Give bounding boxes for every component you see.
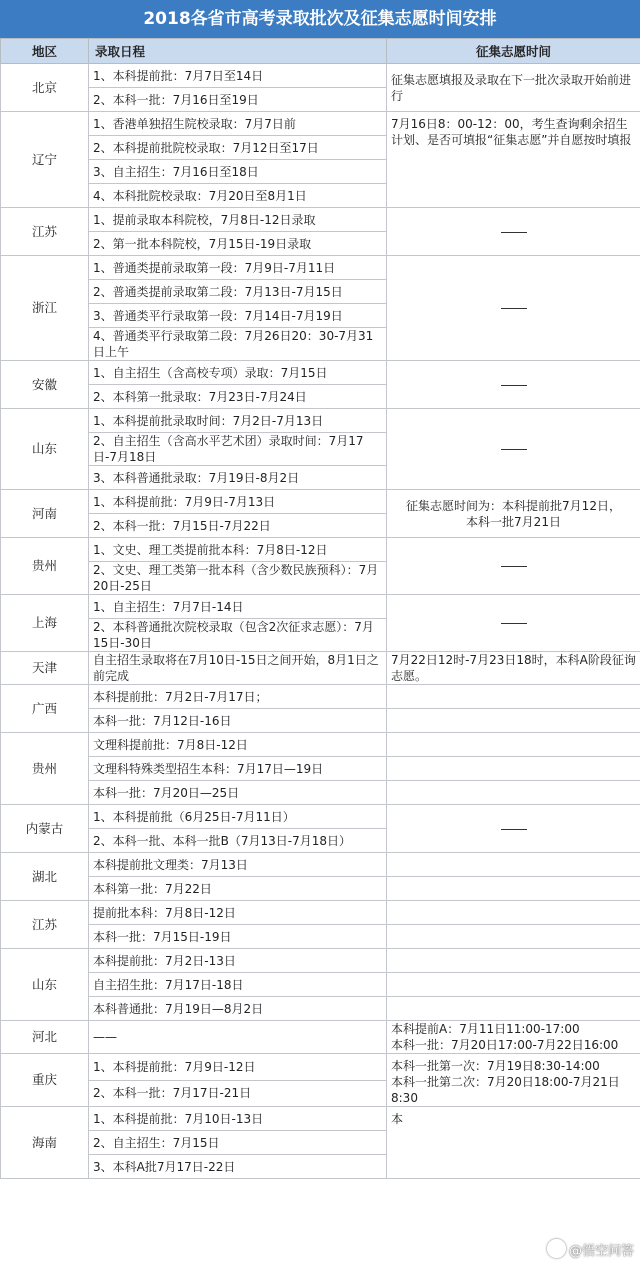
collection-cell: 本 [387, 1107, 640, 1179]
schedule-item: 提前批本科：7月8日-12日 [89, 901, 387, 925]
schedule-item: 2、自主招生（含高水平艺术团）录取时间：7月17日-7月18日 [89, 433, 387, 466]
schedule-item: 本科提前批文理类：7月13日 [89, 853, 387, 877]
table-row [1, 595, 640, 619]
collection-cell [387, 409, 640, 490]
table-row [1, 877, 640, 901]
schedule-item: 2、自主招生：7月15日 [89, 1131, 387, 1155]
schedule-item: 1、香港单独招生院校录取：7月7日前 [89, 112, 387, 136]
collection-cell [387, 685, 640, 709]
schedule-item: 1、本科提前批：7月9日-7月13日 [89, 490, 387, 514]
collection-line: 本科一批第二次：7月20日18:00-7月21日 [391, 1075, 620, 1089]
region-cell: 海南 [1, 1107, 89, 1179]
schedule-item: 1、本科提前批录取时间：7月2日-7月13日 [89, 409, 387, 433]
region-cell: 内蒙古 [1, 805, 89, 853]
schedule-item: 本科一批：7月15日-19日 [89, 925, 387, 949]
collection-line: 8:30 [391, 1091, 418, 1105]
schedule-item: 2、本科一批、本科一批B（7月13日-7月18日） [89, 829, 387, 853]
schedule-item: 本科第一批：7月22日 [89, 877, 387, 901]
schedule-item: 文理科提前批：7月8日-12日 [89, 733, 387, 757]
table-row [1, 757, 640, 781]
empty-dash [501, 385, 527, 386]
region-cell: 贵州 [1, 733, 89, 805]
collection-cell [387, 1054, 640, 1107]
collection-cell: 7月22日12时-7月23日18时，本科A阶段征询志愿。 [387, 652, 640, 685]
collection-cell [387, 595, 640, 652]
collection-line: 本科一批7月21日 [466, 514, 561, 529]
table-row [1, 685, 640, 709]
watermark-text: @悟空问答 [568, 1244, 634, 1259]
schedule-item: 2、第一批本科院校，7月15日-19日录取 [89, 232, 387, 256]
empty-dash [501, 623, 527, 624]
header-schedule: 录取日程 [89, 39, 387, 64]
collection-cell: 7月16日8：00-12：00，考生查询剩余招生计划、是否可填报“征集志愿”并自愿按时填报 [387, 112, 640, 208]
schedule-item: 1、本科提前批：7月7日至14日 [89, 64, 387, 88]
schedule-item: 1、本科提前批：7月9日-12日 [89, 1054, 387, 1081]
schedule-item: 2、本科一批：7月17日-21日 [89, 1080, 387, 1107]
collection-cell: 征集志愿填报及录取在下一批次录取开始前进行 [387, 64, 640, 112]
region-cell: 河南 [1, 490, 89, 538]
schedule-item: 2、普通类提前录取第二段：7月13日-7月15日 [89, 280, 387, 304]
region-cell: 江苏 [1, 208, 89, 256]
table-row [1, 973, 640, 997]
empty-dash [501, 449, 527, 450]
admission-schedule-table [0, 38, 640, 1179]
collection-cell [387, 256, 640, 361]
collection-cell [387, 925, 640, 949]
table-row [1, 997, 640, 1021]
table-row [1, 781, 640, 805]
region-cell: 山东 [1, 409, 89, 490]
schedule-item: 1、普通类提前录取第一段：7月9日-7月11日 [89, 256, 387, 280]
region-cell: 浙江 [1, 256, 89, 361]
schedule-item: 文理科特殊类型招生本科：7月17日—19日 [89, 757, 387, 781]
collection-cell [387, 1021, 640, 1054]
schedule-item: 3、本科普通批录取：7月19日-8月2日 [89, 466, 387, 490]
empty-dash [501, 566, 527, 567]
table-row [1, 256, 640, 280]
region-cell: 天津 [1, 652, 89, 685]
collection-cell [387, 361, 640, 409]
collection-line: 本科一批第一次：7月19日8:30-14:00 [391, 1059, 600, 1073]
schedule-item: 本科提前批：7月2日-7月17日； [89, 685, 387, 709]
collection-cell [387, 901, 640, 925]
schedule-item: 2、本科一批：7月16日至19日 [89, 88, 387, 112]
schedule-item: 2、本科普通批次院校录取（包含2次征求志愿）：7月15日-30日 [89, 619, 387, 652]
table-row [1, 853, 640, 877]
schedule-item: 本科一批：7月20日—25日 [89, 781, 387, 805]
table-row [1, 709, 640, 733]
table-row [1, 652, 640, 685]
collection-cell [387, 997, 640, 1021]
table-row [1, 1021, 640, 1054]
schedule-item: 3、本科A批7月17日-22日 [89, 1155, 387, 1179]
collection-cell [387, 853, 640, 877]
empty-dash [501, 308, 527, 309]
table-row [1, 925, 640, 949]
collection-cell [387, 973, 640, 997]
schedule-item: 3、普通类平行录取第一段：7月14日-7月19日 [89, 304, 387, 328]
header-collection: 征集志愿时间 [387, 39, 640, 64]
collection-cell [387, 709, 640, 733]
region-cell: 广西 [1, 685, 89, 733]
table-row [1, 1054, 640, 1081]
header-row [1, 39, 640, 64]
collection-cell [387, 757, 640, 781]
empty-dash [501, 829, 527, 830]
region-cell: 辽宁 [1, 112, 89, 208]
collection-cell [387, 805, 640, 853]
table-row [1, 112, 640, 136]
collection-cell [387, 208, 640, 256]
region-cell: 河北 [1, 1021, 89, 1054]
schedule-item: 2、本科第一批录取：7月23日-7月24日 [89, 385, 387, 409]
region-cell: 重庆 [1, 1054, 89, 1107]
schedule-item: 2、文史、理工类第一批本科（含少数民族预科）：7月20日-25日 [89, 562, 387, 595]
table-row [1, 805, 640, 829]
collection-cell [387, 490, 640, 538]
schedule-item: 本科一批：7月12日-16日 [89, 709, 387, 733]
schedule-item: 3、自主招生：7月16日至18日 [89, 160, 387, 184]
header-region: 地区 [1, 39, 89, 64]
collection-line: 本科一批：7月20日17:00-7月22日16:00 [391, 1038, 619, 1052]
schedule-item: 自主招生批：7月17日-18日 [89, 973, 387, 997]
watermark [547, 1239, 634, 1259]
schedule-item: 本科提前批：7月2日-13日 [89, 949, 387, 973]
empty-dash [501, 232, 527, 233]
table-row [1, 949, 640, 973]
schedule-item: 1、自主招生（含高校专项）录取：7月15日 [89, 361, 387, 385]
collection-cell [387, 781, 640, 805]
region-cell: 贵州 [1, 538, 89, 595]
region-cell: 江苏 [1, 901, 89, 949]
schedule-item: 4、普通类平行录取第二段：7月26日20：30-7月31日上午 [89, 328, 387, 361]
schedule-item: 本科普通批：7月19日—8月2日 [89, 997, 387, 1021]
table-row [1, 208, 640, 232]
wukong-logo-icon [547, 1239, 566, 1258]
table-row [1, 361, 640, 385]
table-row [1, 733, 640, 757]
table-row [1, 1107, 640, 1131]
region-cell: 安徽 [1, 361, 89, 409]
collection-cell [387, 538, 640, 595]
collection-line: 本科提前A：7月11日11:00-17:00 [391, 1022, 580, 1036]
schedule-item: 1、提前录取本科院校，7月8日-12日录取 [89, 208, 387, 232]
table-row [1, 538, 640, 562]
table-row [1, 64, 640, 88]
table-title: 2018各省市高考录取批次及征集志愿时间安排 [0, 0, 640, 38]
region-cell: 北京 [1, 64, 89, 112]
region-cell: 湖北 [1, 853, 89, 901]
schedule-item: 1、本科提前批：7月10日-13日 [89, 1107, 387, 1131]
collection-line: 征集志愿时间为：本科提前批7月12日， [406, 498, 621, 513]
schedule-item: 1、自主招生：7月7日-14日 [89, 595, 387, 619]
table-row [1, 490, 640, 514]
table-row [1, 409, 640, 433]
collection-cell [387, 733, 640, 757]
schedule-item: 1、文史、理工类提前批本科：7月8日-12日 [89, 538, 387, 562]
region-cell: 山东 [1, 949, 89, 1021]
schedule-item: 2、本科提前批院校录取：7月12日至17日 [89, 136, 387, 160]
table-row [1, 901, 640, 925]
collection-cell [387, 877, 640, 901]
schedule-item: —— [89, 1021, 387, 1054]
schedule-item: 2、本科一批：7月15日-7月22日 [89, 514, 387, 538]
schedule-item: 4、本科批院校录取：7月20日至8月1日 [89, 184, 387, 208]
region-cell: 上海 [1, 595, 89, 652]
collection-cell [387, 949, 640, 973]
schedule-item: 1、本科提前批（6月25日-7月11日） [89, 805, 387, 829]
schedule-item: 自主招生录取将在7月10日-15日之间开始，8月1日之前完成 [89, 652, 387, 685]
